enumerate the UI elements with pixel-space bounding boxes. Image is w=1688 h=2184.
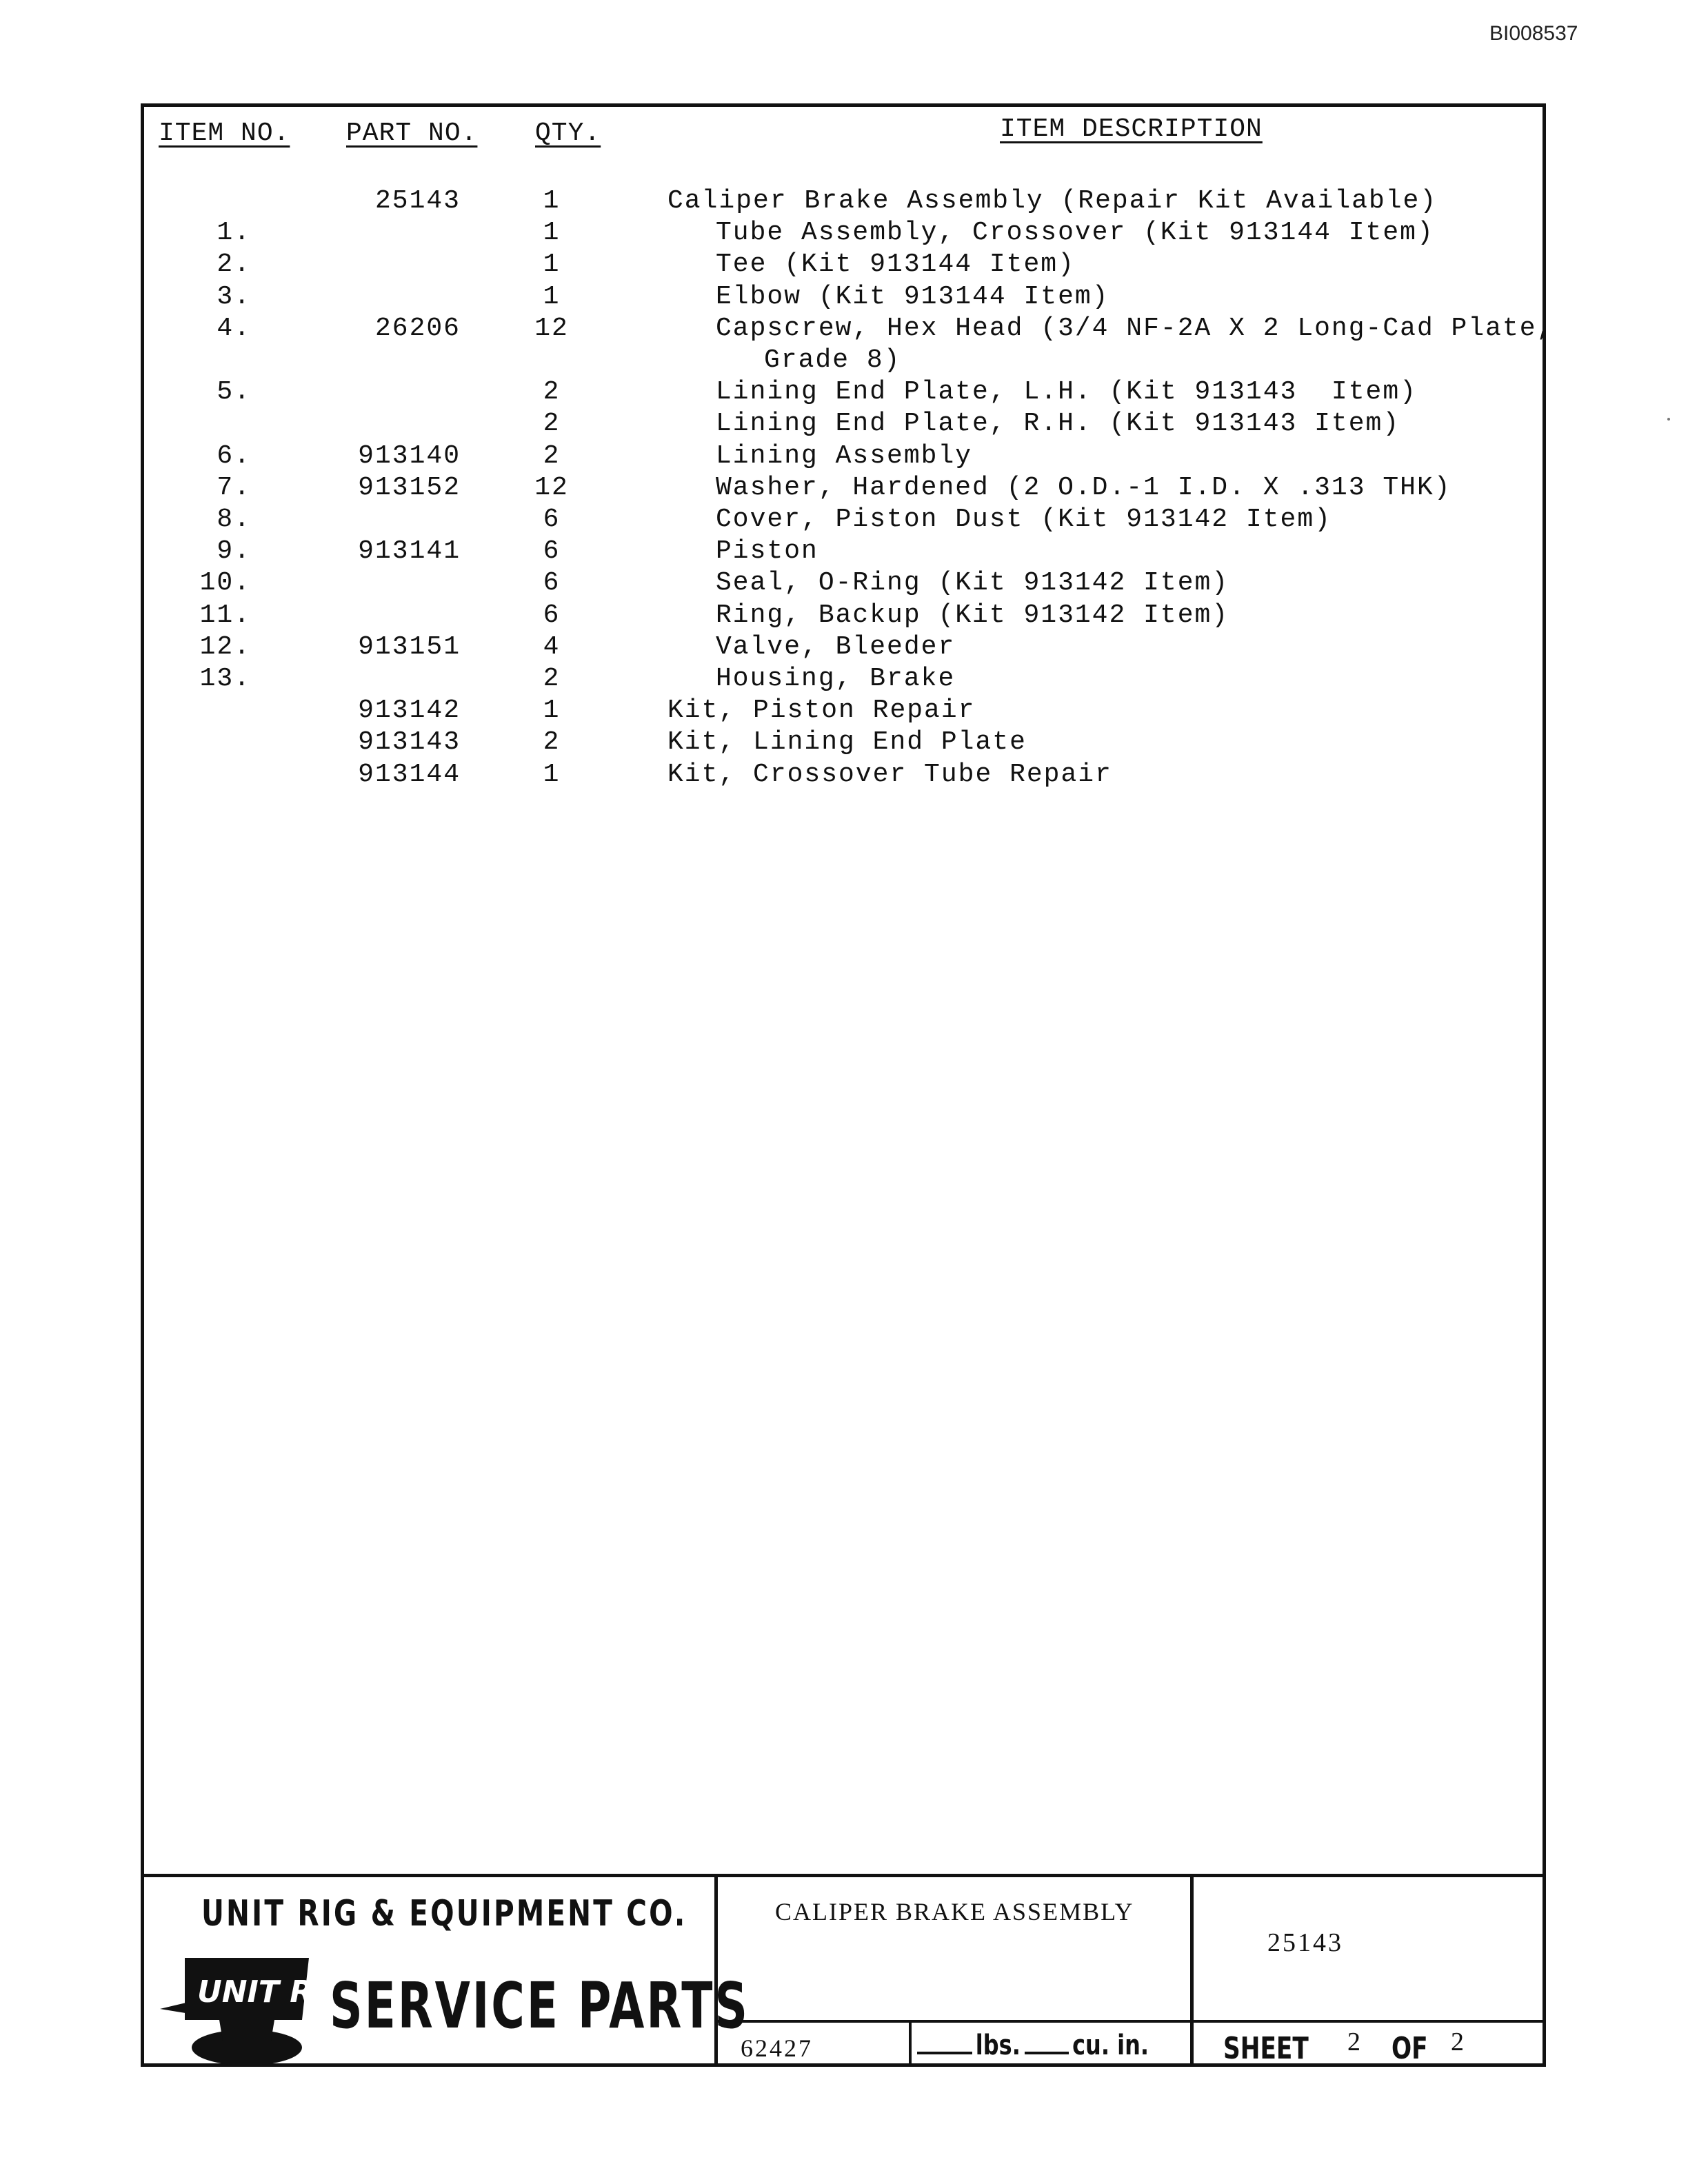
- item-description: Grade 8): [764, 345, 901, 375]
- item-description: Piston: [716, 536, 818, 567]
- quantity: 1: [543, 281, 561, 312]
- quantity: 1: [543, 696, 561, 726]
- title-block-divider: [1190, 1874, 1194, 2067]
- cu-in-label: cu. in.: [1072, 2030, 1149, 2061]
- item-number: 6.: [217, 441, 251, 471]
- weight-blank: [917, 2052, 972, 2054]
- table-row: [0, 696, 1688, 727]
- quantity: 6: [543, 505, 561, 534]
- title-block-divider: [714, 2020, 1546, 2023]
- table-row: [0, 377, 1688, 409]
- item-number: 12.: [199, 631, 251, 662]
- service-parts-label: SERVICE PARTS: [330, 1969, 750, 2043]
- quantity: 1: [543, 218, 561, 248]
- table-row: [0, 250, 1688, 281]
- part-number: 913141: [358, 536, 461, 567]
- item-number: 13.: [199, 664, 251, 694]
- item-number: 3.: [217, 281, 251, 312]
- item-description: Tube Assembly, Crossover (Kit 913144 Item): [716, 218, 1434, 248]
- volume-blank: [1025, 2052, 1069, 2054]
- quantity: 2: [543, 377, 561, 407]
- item-description: Elbow (Kit 913144 Item): [716, 281, 1109, 312]
- part-number: 913143: [358, 727, 461, 758]
- table-row: [0, 727, 1688, 759]
- quantity: 2: [543, 727, 561, 758]
- part-number: 913144: [358, 759, 461, 789]
- part-number: 913140: [358, 441, 461, 471]
- title-block-divider: [909, 2020, 912, 2067]
- item-number: 10.: [199, 568, 251, 598]
- item-number: 1.: [217, 218, 251, 248]
- logo-text: UNIT RIG: [197, 1974, 350, 2010]
- table-row: [0, 282, 1688, 314]
- quantity: 1: [543, 250, 561, 280]
- item-description: Tee (Kit 913144 Item): [716, 250, 1075, 280]
- table-row: [0, 441, 1688, 473]
- quantity: 4: [543, 631, 561, 662]
- item-description: Caliper Brake Assembly (Repair Kit Available): [667, 186, 1438, 216]
- item-description: Kit, Piston Repair: [667, 696, 976, 726]
- drawing-part-number: 25143: [1267, 1928, 1343, 1957]
- table-row: [0, 314, 1688, 345]
- lbs-label: lbs.: [975, 2030, 1021, 2061]
- header-part-no: PART NO.: [346, 119, 478, 148]
- item-description: Washer, Hardened (2 O.D.-1 I.D. X .313 THK): [716, 472, 1451, 503]
- item-number: 8.: [217, 505, 251, 534]
- header-item-description: ITEM DESCRIPTION: [1000, 114, 1263, 144]
- table-row: [0, 536, 1688, 568]
- sheet-total: 2: [1451, 2028, 1464, 2056]
- quantity: 1: [543, 759, 561, 789]
- weight-volume-field: [917, 2030, 1149, 2061]
- item-description: Ring, Backup (Kit 913142 Item): [716, 600, 1229, 630]
- company-name: UNIT RIG & EQUIPMENT CO.: [201, 1893, 687, 1934]
- quantity: 6: [543, 600, 561, 630]
- quantity: 2: [543, 664, 561, 694]
- drawing-code: 62427: [741, 2034, 813, 2062]
- quantity: 6: [543, 536, 561, 567]
- item-number: 4.: [217, 313, 251, 343]
- item-description: Capscrew, Hex Head (3/4 NF-2A X 2 Long-Cad Plate,: [716, 313, 1554, 343]
- item-description: Kit, Crossover Tube Repair: [667, 759, 1112, 789]
- item-number: 2.: [217, 250, 251, 280]
- item-number: 7.: [217, 472, 251, 503]
- item-description: Housing, Brake: [716, 664, 956, 694]
- document-id: BI008537: [1489, 22, 1578, 45]
- part-number: 913142: [358, 696, 461, 726]
- of-label: OF: [1391, 2031, 1428, 2066]
- quantity: 2: [543, 441, 561, 471]
- item-description: Cover, Piston Dust (Kit 913142 Item): [716, 505, 1332, 534]
- title-block-divider: [141, 1874, 1546, 1877]
- quantity: 1: [543, 186, 561, 216]
- table-row: [0, 568, 1688, 600]
- part-number: 26206: [374, 313, 461, 343]
- part-number: 913152: [358, 472, 461, 503]
- quantity: 6: [543, 568, 561, 598]
- table-row: [0, 218, 1688, 250]
- item-description: Valve, Bleeder: [716, 631, 956, 662]
- table-row: [0, 760, 1688, 791]
- table-row: [0, 632, 1688, 664]
- table-row: [0, 409, 1688, 441]
- table-row: [0, 505, 1688, 536]
- unit-rig-logo: [157, 1951, 350, 2068]
- item-description: Lining Assembly: [716, 441, 973, 471]
- table-row: [0, 664, 1688, 696]
- part-number: 913151: [358, 631, 461, 662]
- quantity: 2: [543, 409, 561, 439]
- drawing-title: CALIPER BRAKE ASSEMBLY: [775, 1898, 1134, 1925]
- quantity: 12: [534, 313, 569, 343]
- item-description: Lining End Plate, R.H. (Kit 913143 Item): [716, 409, 1400, 439]
- header-item-no: ITEM NO.: [159, 119, 290, 148]
- table-row: [0, 600, 1688, 632]
- quantity: 12: [534, 472, 569, 503]
- item-description: Kit, Lining End Plate: [667, 727, 1027, 758]
- item-description: Seal, O-Ring (Kit 913142 Item): [716, 568, 1229, 598]
- sheet-number: 2: [1347, 2028, 1360, 2056]
- part-number: 25143: [374, 186, 461, 216]
- item-number: 11.: [199, 600, 251, 630]
- sheet-label: SHEET: [1223, 2031, 1309, 2066]
- table-row: [0, 473, 1688, 505]
- item-description: Lining End Plate, L.H. (Kit 913143 Item): [716, 377, 1417, 407]
- item-number: 5.: [217, 377, 251, 407]
- table-row: [0, 186, 1688, 218]
- item-number: 9.: [217, 536, 251, 567]
- header-qty: QTY.: [535, 119, 601, 148]
- table-row: [0, 345, 1688, 377]
